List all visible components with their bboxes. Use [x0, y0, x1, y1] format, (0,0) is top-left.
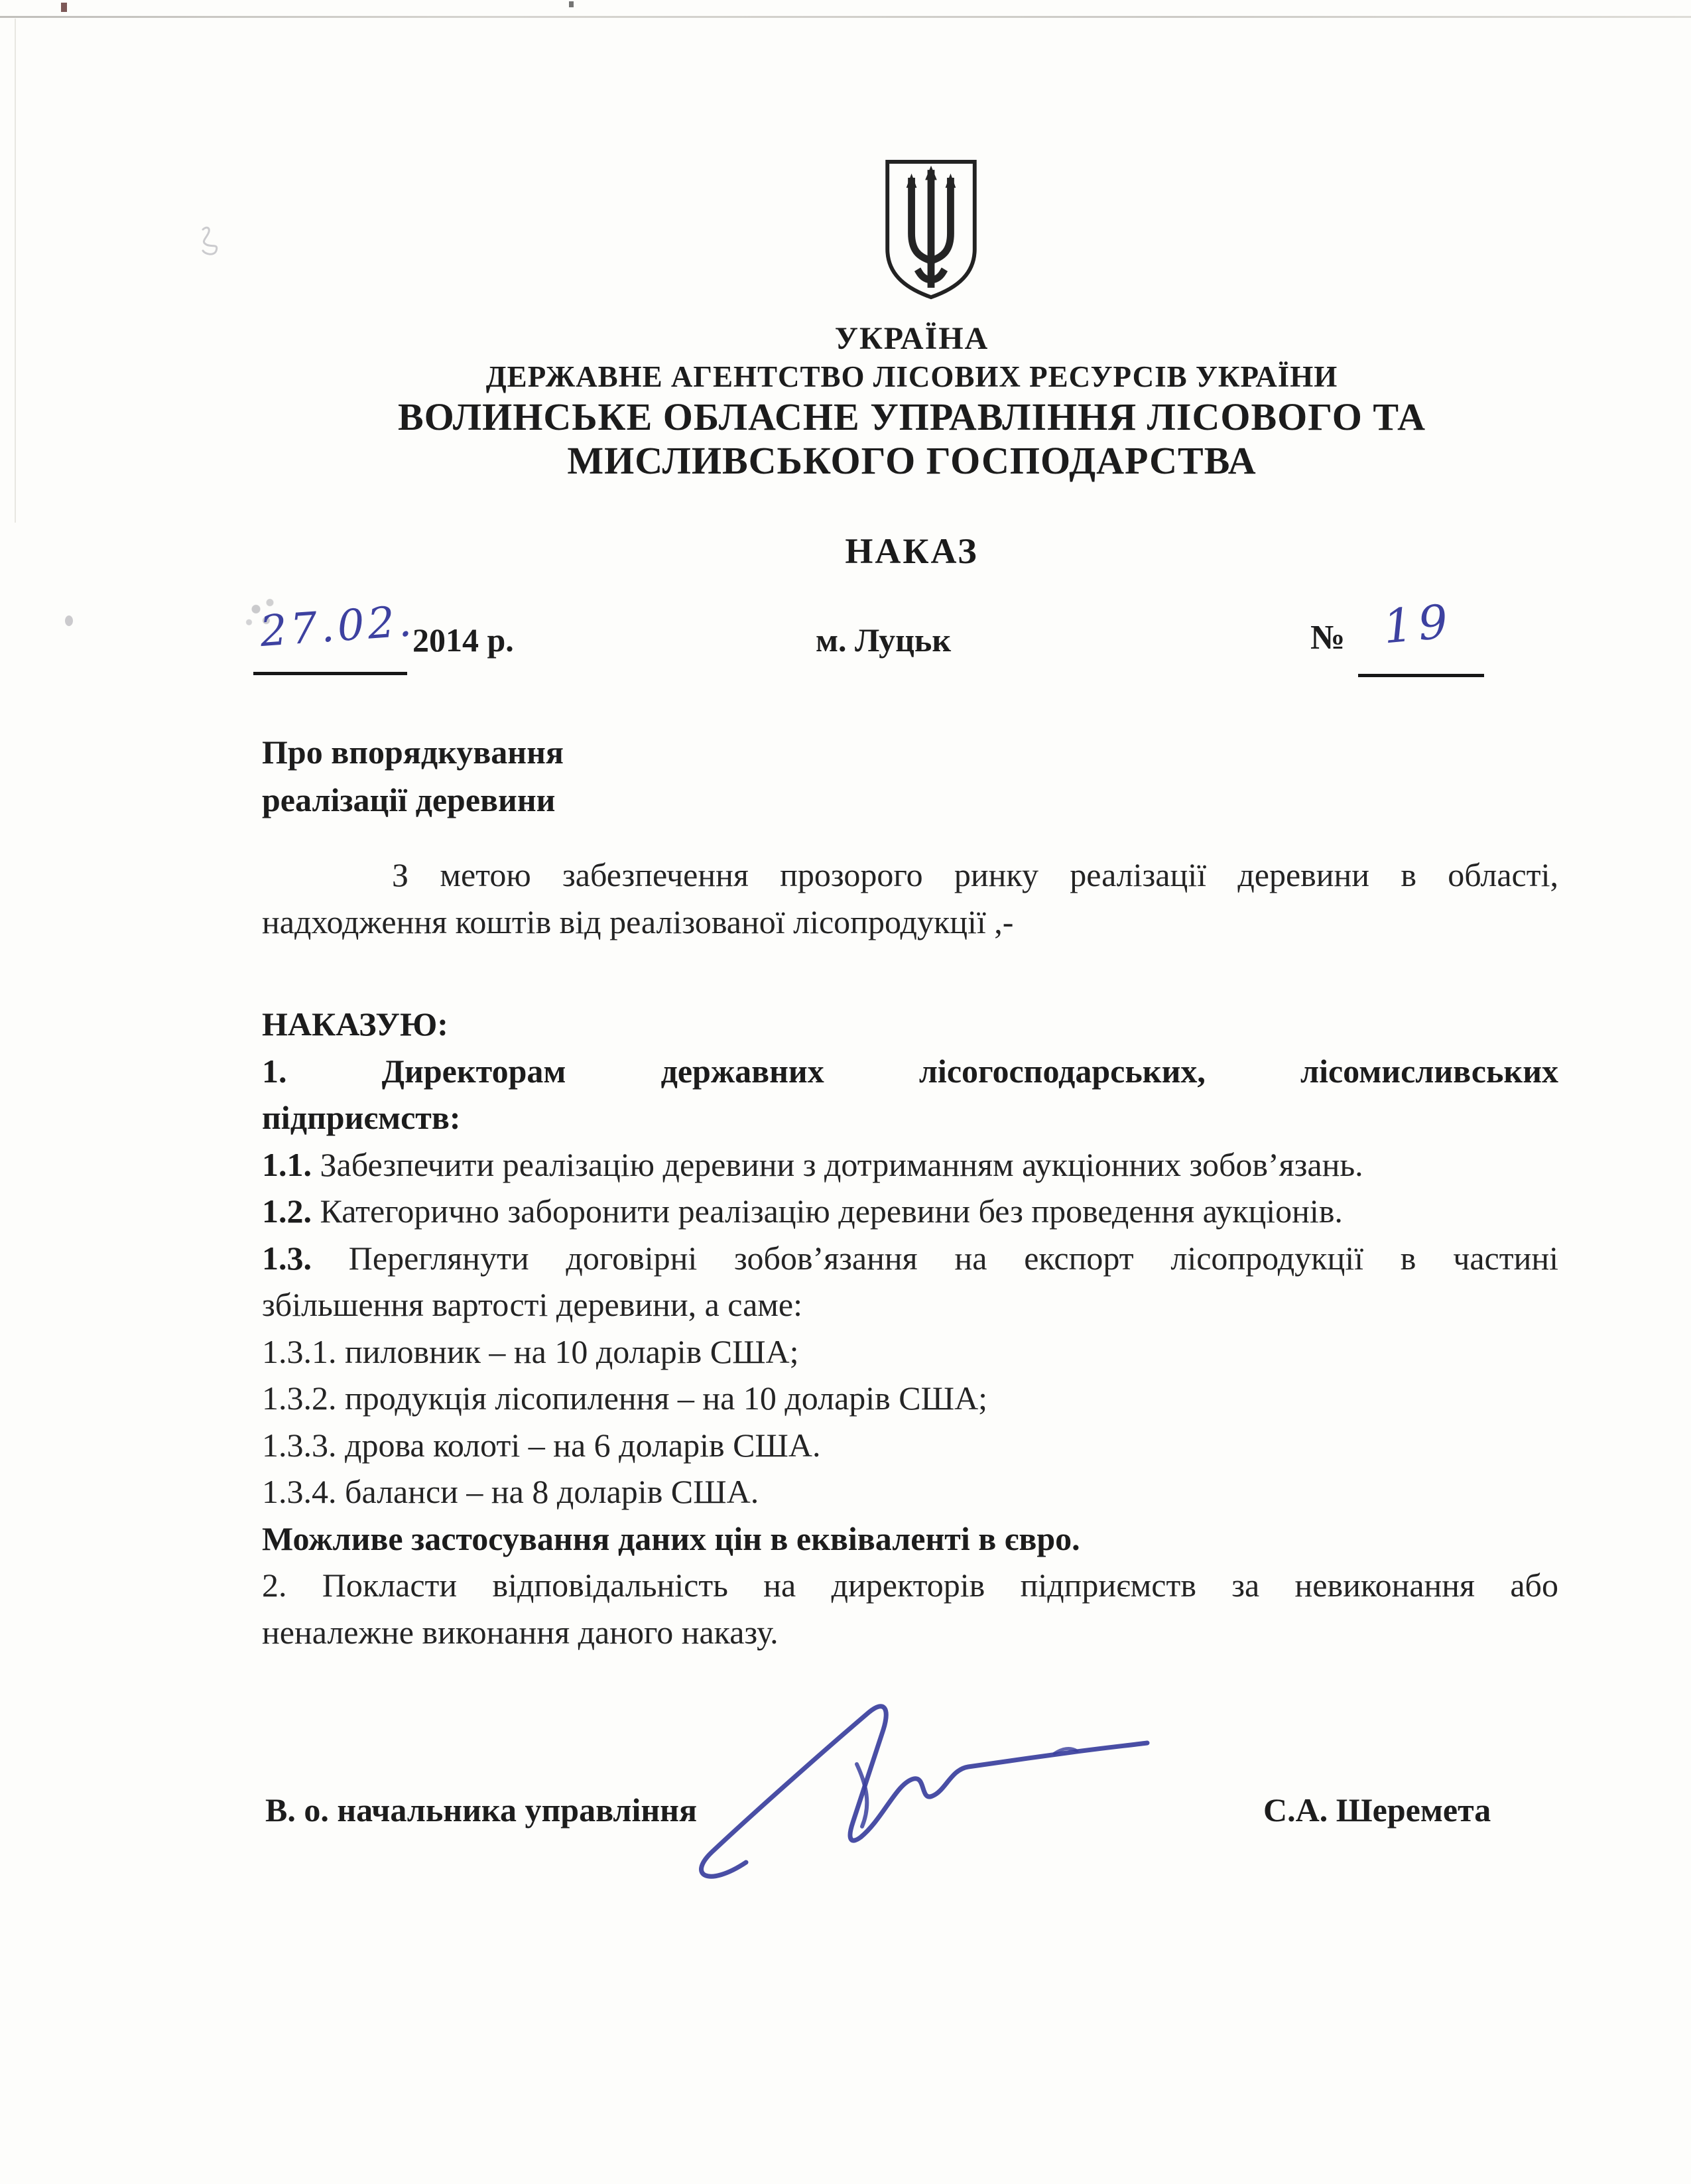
item-text: Переглянути договірні зобов’язання на експорт лісопродукції в частині: [312, 1239, 1558, 1277]
scan-speck: [61, 3, 67, 12]
office-name-line2: МИСЛИВСЬКОГО ГОСПОДАРСТВА: [567, 439, 1257, 482]
spacer: [262, 948, 1558, 1003]
subject-block: [262, 728, 564, 824]
order-item-1-3-4: 1.3.4. баланси – на 8 доларів США.: [262, 1473, 759, 1510]
order-item-1-3-2: 1.3.2. продукція лісопилення – на 10 доларів США;: [262, 1380, 988, 1417]
document-title: НАКАЗ: [845, 531, 979, 571]
office-name-line1: ВОЛИНСЬКЕ ОБЛАСНЕ УПРАВЛІННЯ ЛІСОВОГО ТА: [397, 395, 1426, 438]
subject-line2: реалізації деревини: [262, 781, 556, 818]
order-item-1-2: [262, 1190, 1558, 1238]
letterhead: [199, 320, 1625, 483]
item-number: 1.2.: [262, 1192, 312, 1230]
agency-name: ДЕРЖАВНЕ АГЕНТСТВО ЛІСОВИХ РЕСУРСІВ УКРАЇНИ: [485, 360, 1338, 393]
scan-edge-line-left: [15, 19, 16, 523]
order-body: [262, 854, 1558, 1658]
subject-line1: Про впорядкування: [262, 734, 564, 771]
item-number: 1.3.: [262, 1239, 312, 1277]
euro-note: Можливе застосування даних цін в еквіваленті в євро.: [262, 1519, 1080, 1557]
handwritten-date: 27.02.: [258, 596, 416, 657]
signatory-name: С.А. Шеремета: [1263, 1791, 1491, 1829]
order-item-2-line1: 2. Покласти відповідальність на директорів підприємств за невиконання або: [262, 1567, 1558, 1604]
order-item-1-line2: підприємств:: [262, 1099, 461, 1136]
order-item-2-line2: неналежне виконання даного наказу.: [262, 1613, 779, 1651]
order-item-1-3-line1: [262, 1238, 1558, 1285]
number-underline: [1358, 674, 1484, 677]
order-item-1-3-line2: збільшення вартості деревини, а саме:: [262, 1286, 803, 1323]
item-text: Забезпечити реалізацію деревини з дотриманням аукціонних зобов’язань.: [312, 1145, 1363, 1183]
country-name: УКРАЇНА: [834, 321, 989, 356]
scan-speck: [569, 1, 574, 7]
preamble-line2: надходження коштів від реалізованої лісопродукції ,-: [262, 903, 1014, 940]
order-word: НАКАЗУЮ:: [262, 1005, 448, 1043]
item-number: 1.1.: [262, 1145, 312, 1183]
ukraine-coat-of-arms-icon: [882, 158, 980, 301]
scan-speck: [65, 615, 73, 626]
number-sign: №: [1310, 619, 1346, 657]
handwritten-number: 19: [1381, 594, 1456, 655]
order-item-1-3-1: 1.3.1. пиловник – на 10 доларів США;: [262, 1332, 799, 1370]
pencil-scribble: [196, 224, 225, 259]
city-name: м. Луцьк: [816, 621, 952, 659]
order-item-1-1: [262, 1144, 1558, 1191]
signatory-title: В. о. начальника управління: [265, 1791, 698, 1829]
item-text: Категорично заборонити реалізацію деревини без проведення аукціонів.: [312, 1192, 1343, 1230]
scan-edge-line: [0, 16, 1691, 18]
preamble-line1: З метою забезпечення прозорого ринку реалізації деревини в області,: [392, 856, 1558, 893]
typed-year: 2014 р.: [412, 621, 514, 659]
date-underline: [253, 672, 407, 675]
order-item-1-line1: 1. Директорам державних лісогосподарських, лісомисливських: [262, 1052, 1558, 1090]
order-item-1-3-3: 1.3.3. дрова колоті – на 6 доларів США.: [262, 1426, 821, 1464]
signature-ink: [683, 1685, 1174, 1897]
